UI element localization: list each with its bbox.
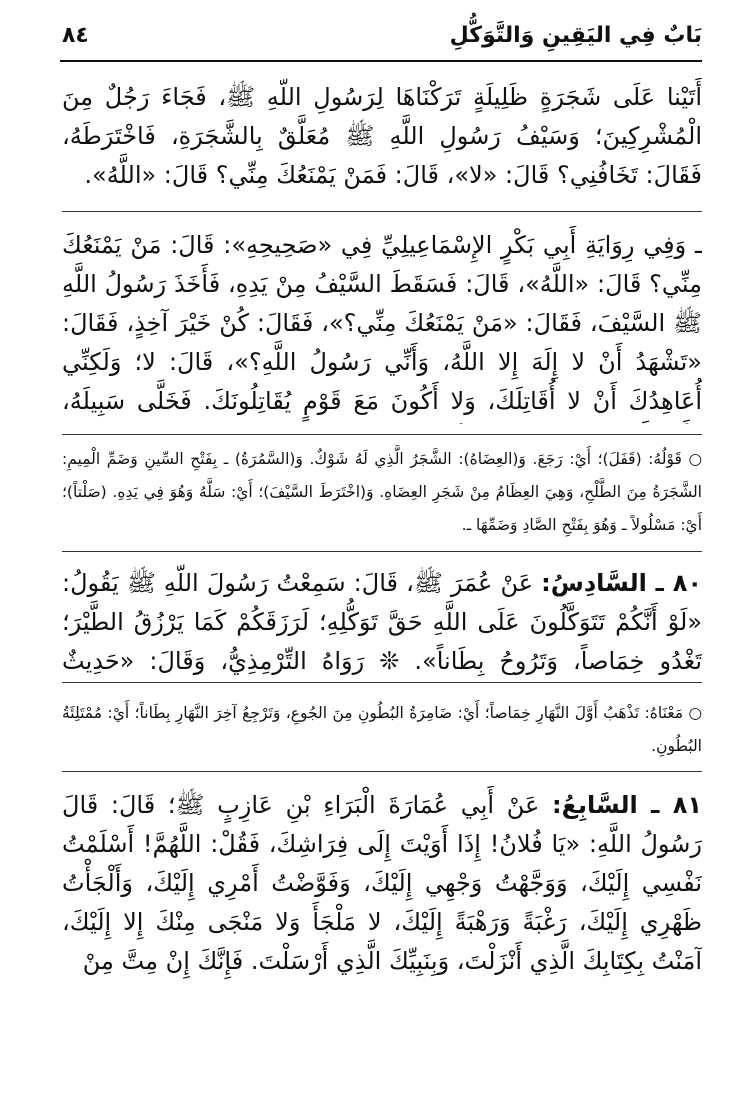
separator-5 xyxy=(62,771,702,772)
hadith-81-number: ٨١ ـ السَّابِعُ: xyxy=(552,791,702,819)
hadith-paragraph-2: ـ وَفِي رِوَايَةِ أَبِي بَكْرٍ الإِسْمَاعِيلِيِّ فِي «صَحِيحِهِ»: قَالَ: مَنْ يَمْنَعُكَ مِنِّي؟ قَالَ: «اللَّهُ»، قَالَ: فَسَقَطَ السَّيْفُ مِنْ يَدِهِ، فَأَخَذَ رَسُولُ اللَّهِ ﷺ السَّيْفَ، فَقَالَ: «مَنْ يَمْنَعُكَ مِنِّي؟»، فَقَالَ: كُنْ خَيْرَ آخِذٍ، فَقَالَ: «تَشْهَدُ أَنْ لا إِلَهَ إِلا اللَّهُ، وَأَنِّي رَسُولُ اللَّهِ؟»، قَالَ: لا؛ وَلَكِنِّي أُعَاهِدُكَ أَنْ لا أُقَاتِلَكَ، وَلا أَكُونَ مَعَ قَوْمٍ يُقَاتِلُونَكَ. فَخَلَّى سَبِيلَهُ، xyxy=(62,231,702,415)
block-6 xyxy=(62,786,702,1026)
commentary-note-1: ○ قَوْلُهُ: (قَفَلَ)؛ أَيْ: رَجَعَ. وَ(العِضَاهُ): الشَّجَرُ الَّذِي لَهُ شَوْكٌ. وَ(السَّمُرَةُ) ـ بِفَتْحِ السِّينِ وَضَمِّ الْمِيمِ: الشَّجَرَةُ مِنَ الطَّلْحِ، وَهِيَ العِظَامُ مِنْ شَجَرِ العِضَاهِ. وَ(اخْتَرَطَ السَّيْفَ)؛ أَيْ: سَلَّهُ وَهُوَ فِي يَدِهِ. (صَلْتاً)؛ أَيْ: مَسْلُولاً ـ وَهُوَ بِفَتْحِ الصَّادِ وَضَمِّهَا ـ. xyxy=(62,450,702,534)
page-content xyxy=(62,78,702,1026)
hadith-paragraph-1: أَتَيْنا عَلَى شَجَرَةٍ ظَلِيلَةٍ تَرَكْنَاهَا لِرَسُولِ اللَّهِ ﷺ، فَجَاءَ رَجُلٌ مِنَ الْمُشْرِكِينَ؛ وَسَيْفُ رَسُولِ اللَّهِ ﷺ مُعَلَّقٌ بِالشَّجَرَةِ، فَاخْتَرَطَهُ، فَقَالَ: تَخَافُنِي؟ قَالَ: «لا»، قَالَ: فَمَنْ يَمْنَعُكَ مِنِّي؟ قَالَ: «اللَّهُ». xyxy=(62,83,702,189)
block-3 xyxy=(62,443,702,551)
hadith-81 xyxy=(62,786,702,981)
separator-1 xyxy=(62,211,702,212)
chapter-title: بَابٌ فِي اليَقِينِ وَالتَّوَكُّلِ xyxy=(449,23,702,48)
hadith-80 xyxy=(62,564,702,682)
header-rule xyxy=(60,60,702,62)
page-number: ٨٤ xyxy=(62,23,89,48)
commentary-note-2: ○ مَعْنَاهُ: تَذْهَبُ أَوَّلَ النَّهَارِ خِمَاصاً؛ أَيْ: ضَامِرَةُ البُطُونِ مِنَ الجُوعِ، وَتَرْجِعُ آخِرَ النَّهَارِ بِطَاناً؛ أَيْ: مُمْتَلِئَةُ البُطُونِ. xyxy=(62,704,702,755)
hadith-80-number: ٨٠ ـ السَّادِسُ: xyxy=(541,569,702,597)
block-1 xyxy=(62,78,702,211)
block-4 xyxy=(62,564,702,682)
separator-3 xyxy=(62,551,702,552)
hadith-81-text: عَنْ أَبِي عُمَارَةَ الْبَرَاءِ بْنِ عَازِبٍ ﷺ؛ قَالَ: قَالَ رَسُولُ اللَّهِ: «يَا فُلانُ! إِذَا أَوَيْتَ إِلَى فِرَاشِكَ، فَقُلْ: اللَّهُمَّ! أَسْلَمْتُ نَفْسِي إِلَيْكَ، وَوَجَّهْتُ وَجْهِي إِلَيْكَ، وَفَوَّضْتُ أَمْرِي إِلَيْكَ، وَأَلْجَأْتُ ظَهْرِي إِلَيْكَ، رَغْبَةً وَرَهْبَةً إِلَيْكَ، لا مَلْجَأَ وَلا مَنْجَى مِنْكَ إِلا إِلَيْكَ، آمَنْتُ بِكِتَابِكَ الَّذِي أَنْزَلْتَ، وَبِنَبِيِّكَ الَّذِي أَرْسَلْتَ. فَإِنَّكَ إِنْ مِتَّ مِنْ xyxy=(62,791,702,975)
page-header xyxy=(62,16,702,56)
hadith-80-text: عَنْ عُمَرَ ﷺ، قَالَ: سَمِعْتُ رَسُولَ اللَّهِ ﷺ يَقُولُ: «لَوْ أَنَّكُمْ تَتَوَكَّلُونَ عَلَى اللَّهِ حَقَّ تَوَكُّلِهِ؛ لَرَزَقَكُمْ كَمَا يَرْزُقُ الطَّيْرَ؛ تَغْدُو خِمَاصاً، وَتَرُوحُ بِطَاناً». ❊ رَوَاهُ التِّرْمِذِيُّ، وَقَالَ: «حَدِيثٌ xyxy=(62,569,702,675)
separator-4 xyxy=(62,682,702,683)
block-2 xyxy=(62,226,702,424)
block-5 xyxy=(62,697,702,767)
separator-2 xyxy=(62,434,702,435)
